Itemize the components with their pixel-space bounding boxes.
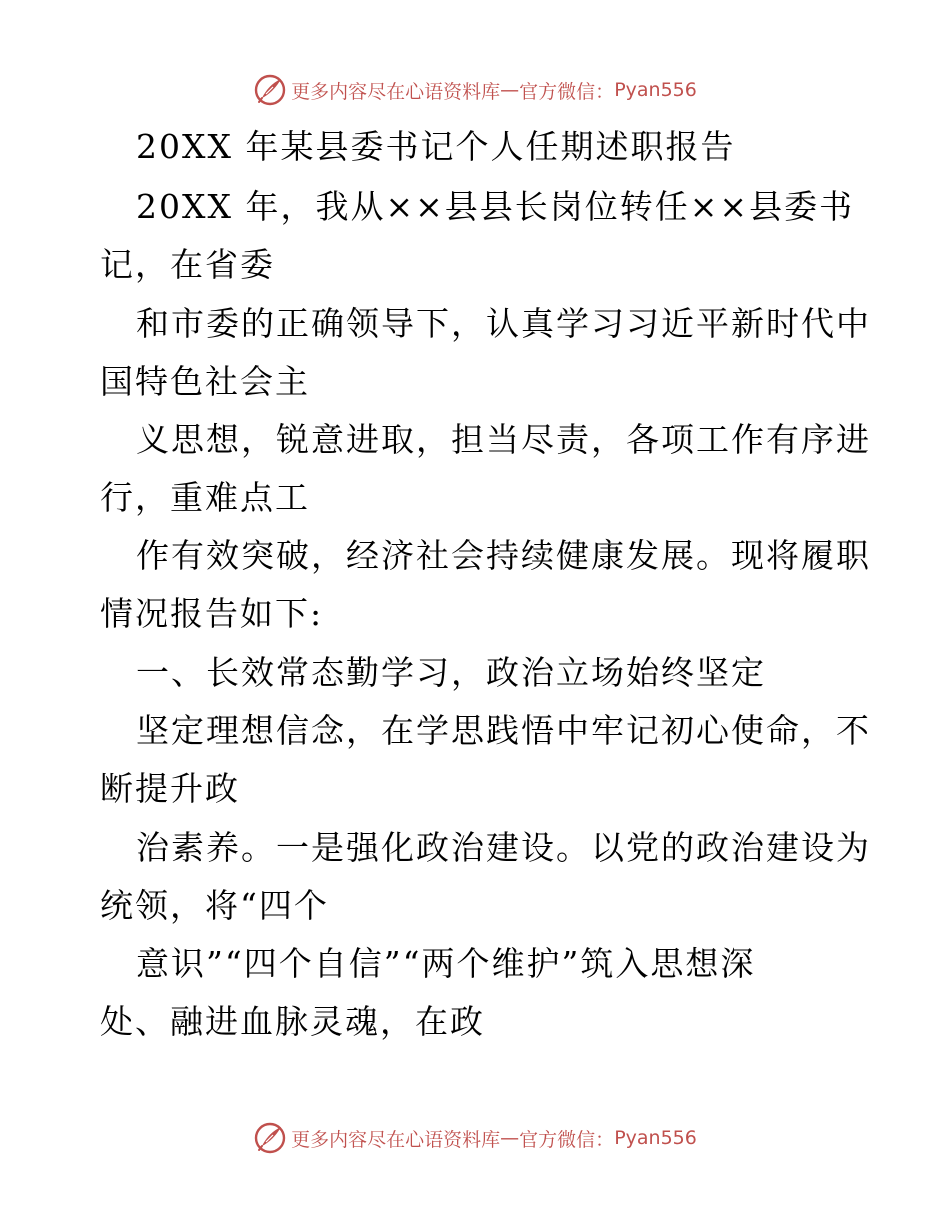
body-line-10: 坚定理想信念，在学思践悟中牢记初心使命，不 — [136, 711, 871, 750]
document-title: 20XX 年某县委书记个人任期述职报告 — [136, 127, 736, 166]
banner-wechat-label: 官方微信： — [519, 80, 615, 103]
body-line-14: 意识”“四个自信”“两个维护”筑入思想深 — [136, 944, 756, 983]
body-line-5: 义思想，锐意进取，担当尽责，各项工作有序进 — [136, 420, 871, 459]
body-line-3: 和市委的正确领导下，认真学习习近平新时代中 — [136, 304, 871, 343]
quill-pen-logo-icon — [253, 1121, 287, 1155]
body-line-4: 国特色社会主 — [100, 362, 310, 401]
banner-wechat-id: Pyan556 — [614, 79, 697, 101]
banner-lead-text: 更多内容尽在心语资料库 — [291, 80, 501, 103]
section-heading-1: 一、长效常态勤学习，政治立场始终坚定 — [136, 653, 766, 692]
header-watermark-banner — [0, 70, 950, 110]
body-line-11: 断提升政 — [100, 769, 240, 808]
body-line-15: 处、融进血脉灵魂，在政 — [100, 1002, 485, 1041]
body-line-7: 作有效突破，经济社会持续健康发展。现将履职 — [136, 536, 871, 575]
body-line-12: 治素养。一是强化政治建设。以党的政治建设为 — [136, 828, 871, 867]
banner-wechat-id: Pyan556 — [614, 1127, 697, 1149]
body-line-8: 情况报告如下: — [100, 594, 324, 633]
banner-dash: — — [500, 1127, 520, 1149]
banner-lead-text: 更多内容尽在心语资料库 — [291, 1128, 501, 1151]
banner-dash: — — [500, 79, 520, 101]
quill-pen-logo-icon — [253, 73, 287, 107]
body-line-2: 记，在省委 — [100, 245, 275, 284]
body-line-6: 行，重难点工 — [100, 478, 310, 517]
body-line-1: 20XX 年，我从××县县长岗位转任××县委书 — [136, 187, 855, 226]
footer-watermark-banner — [0, 1118, 950, 1158]
body-line-13: 统领，将“四个 — [100, 886, 329, 925]
banner-wechat-label: 官方微信： — [519, 1128, 615, 1151]
